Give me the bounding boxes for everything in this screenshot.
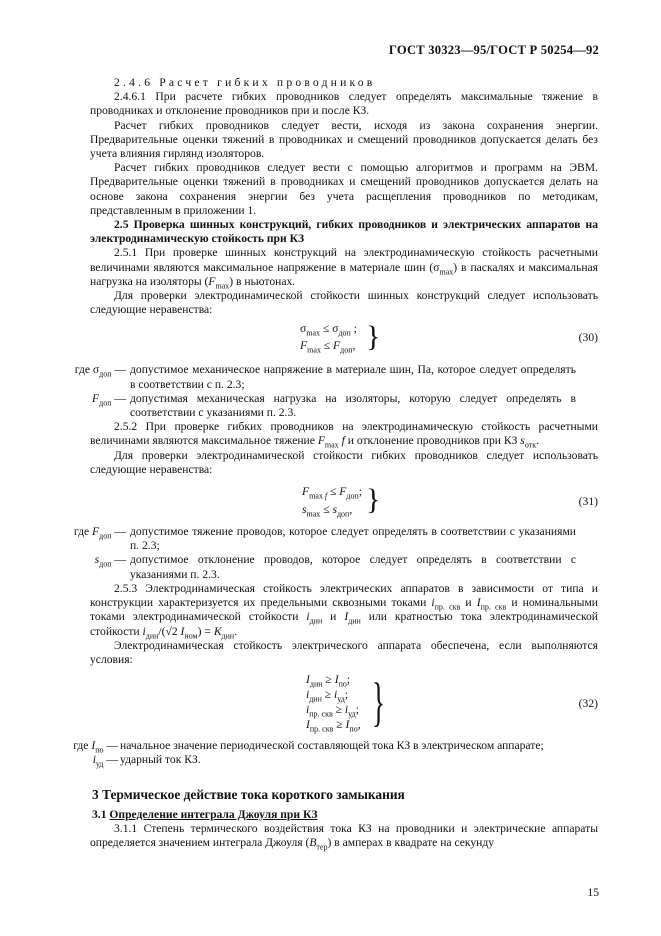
formula-30-number: (30) (578, 331, 598, 345)
definitions-32: где $I_{по}$ — начальное значение периодической составляющей тока КЗ в электрическом аппарате; $i_{уд}$ — ударный ток КЗ. (73, 739, 544, 769)
formula-30: $\sigma_{max} \le \sigma_{доп}$ ; $F_{max} \le F_{доп}$, } (30) (300, 320, 598, 354)
paragraph-calc-computer: Расчет гибких проводников следует вести с помощью алгоритмов и программ на ЭВМ. Предварительные оценки тяжений в проводниках и смещений проводников допускается делать на основе закона сохранения энергии без учета расщепления проводников по методикам, представленным в приложении 1. (90, 161, 598, 217)
clause-2-5-3: 2.5.3 Электродинамическая стойкость электрических аппаратов в зависимости от типа и конструкции характеризуется их предельными сквозными токами $i_{пр. скв}$ и $I_{пр. скв}$ и номинальными токами электродинамической стойкости $i_{дин}$ и $I_{дин}$ или кратностью тока электродинамической стойкости $i_{дин}/(√2$ $I_{ном}) = K_{дин}$. (90, 581, 598, 640)
formula-32-number: (32) (578, 697, 598, 711)
formula-31-number: (31) (578, 495, 598, 509)
clause-2-5-3-continued: Электродинамическая стойкость электрического аппарата обеспечена, если выполняются условия: (90, 638, 598, 666)
section-3-title: 3 Термическое действие тока короткого замыкания (92, 786, 405, 802)
clause-2-5-title: 2.5 Проверка шинных конструкций, гибких проводников и электрических аппаратов на электродинамическую стойкость при КЗ (90, 218, 598, 246)
clause-2-4-6-title: 2.4.6 Расчет гибких проводников (114, 76, 376, 89)
clause-2-5-1: 2.5.1 При проверке шинных конструкций на электродинамическую стойкость расчетными величинами являются максимальное напряжение в материале шин $(\sigma_{max})$ в паскалях и максимальная нагрузка на изоляторы $(F_{max})$ в ньютонах. (90, 246, 599, 291)
clause-2-4-6-1: 2.4.6.1 При расчете гибких проводников следует определять максимальные тяжение в проводниках и отклонение проводников при и после КЗ. (90, 90, 598, 118)
definitions-30: где $\sigma_{доп}$ — допустимое механическое напряжение в материале шин, Па, которое следует определять в соответствии с п. 2.3; $F_{доп}$ — допустимая механическая нагрузка на изоляторы, которую следует определять в соответствии с указаниями п. 2.3. (74, 363, 576, 420)
formula-31: $F_{max f} \le F_{доп}$; $s_{max} \le s_{доп}$, } (31) (302, 483, 598, 519)
paragraph-calc-energy: Расчет гибких проводников следует вести, исходя из закона сохранения энергии. Предварительные оценки тяжений в проводниках и смещений проводников допускается делать без учета влияния гирлянд изоляторов. (90, 118, 598, 161)
clause-3-1-1: 3.1.1 Степень термического воздействия тока КЗ на проводники и электрические аппараты определяется значением интеграла Джоуля $(B_{тер})$ в амперах в квадрате на секунду (90, 821, 598, 852)
clause-3-1-title: 3.1 Определение интеграла Джоуля при КЗ (92, 807, 318, 821)
page-content (73, 76, 599, 852)
clause-2-5-1-continued: Для проверки электродинамической стойкости шинных конструкций следует использовать следующие неравенства: (90, 289, 598, 317)
definitions-31: где $F_{доп}$ — допустимое тяжение проводов, которое следует определять в соответствии с указаниями п. 2.3; $s_{доп}$ — допустимое отклонение проводов, которое следует определять в соответствии с указаниями п. 2.3. (73, 525, 576, 581)
formula-32: $I_{дин} \ge I_{по}$; $i_{дин} \ge i_{уд}$; $i_{пр. скв} \ge i_{уд}$; $I_{пр. скв} \ge I_{по}$, } (32) (306, 672, 598, 734)
page-header: ГОСТ 30323—95/ГОСТ Р 50254—92 (388, 43, 599, 57)
page-number: 15 (587, 886, 599, 899)
clause-2-5-2: 2.5.2 При проверке гибких проводников на электродинамическую стойкость расчетными величинами являются максимальное тяжение $F_{max}$ f и отклонение проводников при КЗ $s_{отк}$. (90, 420, 598, 450)
clause-2-5-2-continued: Для проверки электродинамической стойкости гибких проводников следует использовать следующие неравенства: (90, 448, 598, 476)
